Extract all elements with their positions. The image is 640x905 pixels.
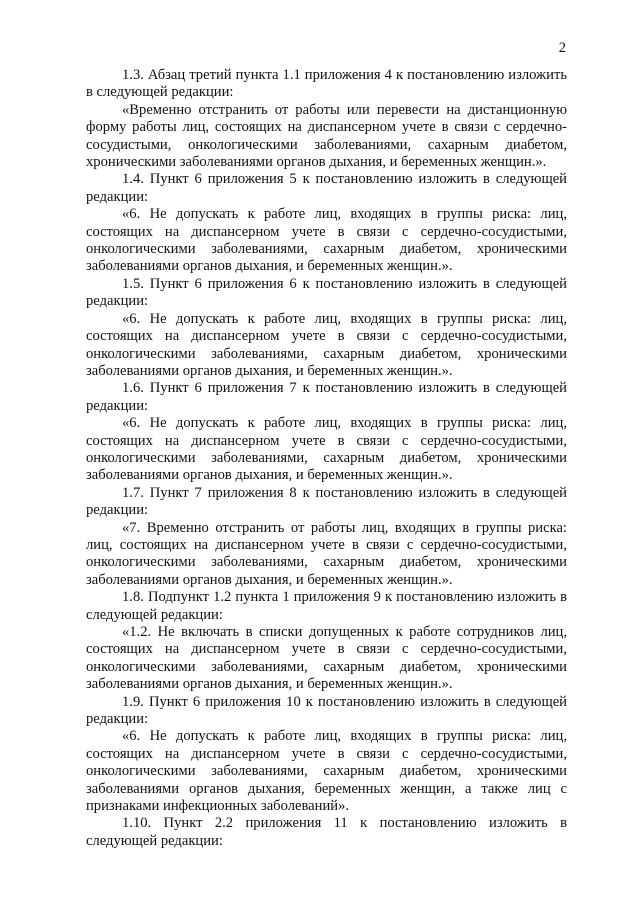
- document-body: [86, 67, 567, 850]
- paragraph-1-5-heading: 1.5. Пункт 6 приложения 6 к постановлению изложить в следующей редакции:: [86, 275, 567, 310]
- paragraph-1-6-quote: «6. Не допускать к работе лиц, входящих в группы риска: лиц, состоящих на диспансерном учете в связи с сердечно-сосудистыми, онкологическими заболеваниями, сахарным диабетом, хроническими заболеваниями органов дыхания, и беременных женщин.».: [86, 415, 567, 484]
- paragraph-1-7-quote: «7. Временно отстранить от работы лиц, входящих в группы риска: лиц, состоящих на диспансерном учете в связи с сердечно-сосудистыми, онкологическими заболеваниями, сахарным диабетом, хроническими заболеваниями органов дыхания, и беременных женщин.».: [86, 519, 567, 588]
- paragraph-1-3-heading: 1.3. Абзац третий пункта 1.1 приложения 4 к постановлению изложить в следующей редакции:: [86, 67, 567, 101]
- paragraph-1-7-heading: 1.7. Пункт 7 приложения 8 к постановлению изложить в следующей редакции:: [86, 484, 567, 519]
- paragraph-1-3-quote: «Временно отстранить от работы или перевести на дистанционную форму работы лиц, состоящих на диспансерном учете в связи с сердечно-сосудистыми, онкологическими заболеваниями, сахарным диабетом, хроническими заболеваниями органов дыхания, и беременных женщин.».: [86, 101, 567, 171]
- paragraph-1-9-heading: 1.9. Пункт 6 приложения 10 к постановлению изложить в следующей редакции:: [86, 693, 567, 728]
- page-number: 2: [558, 40, 566, 56]
- paragraph-1-9-quote: «6. Не допускать к работе лиц, входящих в группы риска: лиц, состоящих на диспансерном учете в связи с сердечно-сосудистыми, онкологическими заболеваниями, сахарным диабетом, хроническими заболеваниями органов дыхания, беременных женщин, а также лиц с признаками инфекционных заболеваний».: [86, 728, 567, 815]
- paragraph-1-6-heading: 1.6. Пункт 6 приложения 7 к постановлению изложить в следующей редакции:: [86, 380, 567, 414]
- paragraph-1-10-heading: 1.10. Пункт 2.2 приложения 11 к постановлению изложить в следующей редакции:: [86, 815, 567, 849]
- paragraph-1-4-heading: 1.4. Пункт 6 приложения 5 к постановлению изложить в следующей редакции:: [86, 171, 567, 205]
- paragraph-1-8-heading: 1.8. Подпункт 1.2 пункта 1 приложения 9 к постановлению изложить в следующей редакции:: [86, 589, 567, 623]
- paragraph-1-8-quote: «1.2. Не включать в списки допущенных к работе сотрудников лиц, состоящих на диспансерном учете в связи с сердечно-сосудистыми, онкологическими заболеваниями, сахарным диабетом, хроническими заболеваниями органов дыхания, и беременных женщин.».: [86, 624, 567, 693]
- paragraph-1-5-quote: «6. Не допускать к работе лиц, входящих в группы риска: лиц, состоящих на диспансерном учете в связи с сердечно-сосудистыми, онкологическими заболеваниями, сахарным диабетом, хроническими заболеваниями органов дыхания, и беременных женщин.».: [86, 310, 567, 379]
- paragraph-1-4-quote: «6. Не допускать к работе лиц, входящих в группы риска: лиц, состоящих на диспансерном учете в связи с сердечно-сосудистыми, онкологическими заболеваниями, сахарным диабетом, хроническими заболеваниями органов дыхания, и беременных женщин.».: [86, 206, 567, 275]
